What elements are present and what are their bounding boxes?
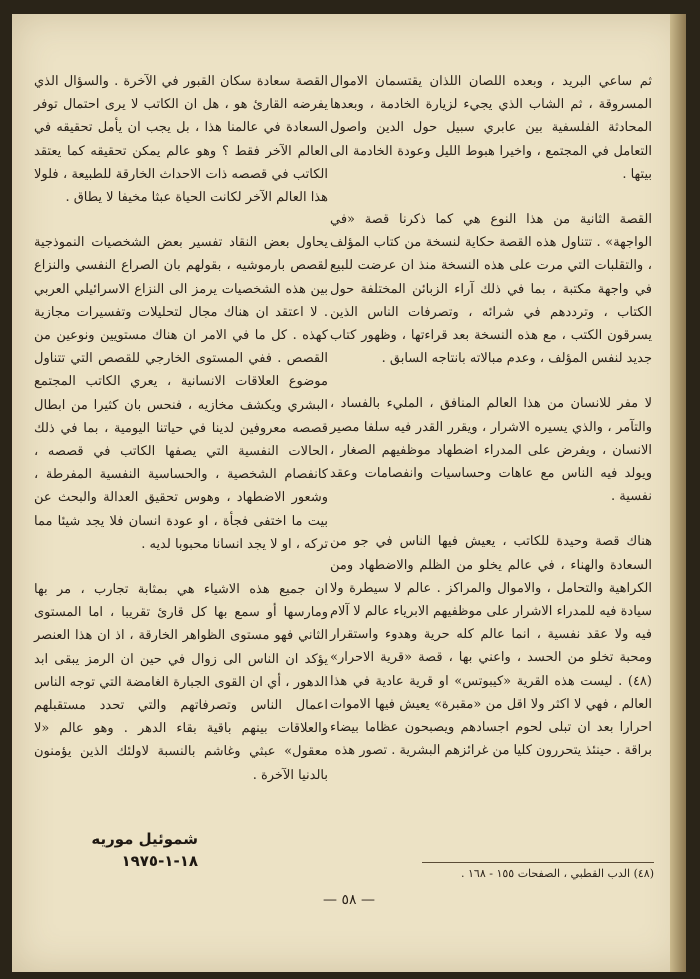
paragraph: القصة سعادة سكان القبور في الآخرة . والسؤال الذي يفرضه القارئ هو ، هل ان الكاتب لا يرى احتمال توفر السعادة في عالمنا هذا ، بل يجب ان يأمل تحقيقه في العالم الآخر فقط ؟ وهو عالم يمكن تحقيقه كما يعتقد الكاتب في قصصه ذات الاحداث الخارقة للطبيعة ، فلولا هذا العالم الآخر لكانت الحياة عبثا مخيفا لا يطاق . xyxy=(34,74,328,206)
footnote-divider xyxy=(422,862,654,863)
paragraph: يحاول بعض النقاد تفسير بعض الشخصيات النموذجية لقصص بارموشيه ، بقولهم بان الصراع النفسي والنزاع بين هذه الشخصيات يرمز الى النزاع الاسرائيلي العربي . لا اعتقد ان هناك مجال لتحليلات وتفسيرات مجازية كهذه . كل ما في الامر ان هناك مستويين ونوعين من القصص . ففي المستوى الخارجي للقصص التي تتناول موضوع العلاقات الانسانية ، يعري الكاتب المجتمع البشري ويكشف مخازيه ، فنحس بان كثيرا من ابطال قصصه معروفين لدينا في حياتنا اليومية ، بما في ذلك الحالات النفسية التي يصفها الكاتب في قصصه ، كانفصام الشخصية ، والحساسية النفسية المفرطة ، وشعور الاضطهاد ، وهوس تحقيق العدالة والبحث عن بيت ما اختفى فجأة ، او عودة انسان فلا يجد شيئا مما تركه ، او لا يجد انسانا محبوبا لديه . xyxy=(34,235,328,552)
paragraph: ان جميع هذه الاشياء هي بمثابة تجارب ، مر بها ومارسها أو سمع بها كل قارئ تقريبا ، اما المستوى الثاني فهو مستوى الظواهر الخارقة ، اذ ان هذا العنصر يؤكد ان الناس الى زوال في حين ان الرمز يبقى ابد الدهور ، أي ان القوى الجبارة الغامضة التي توجه الناس اعمال الناس وتصرفاتهم والتي تحدد مستقبلهم والعلاقات بينهم باقية بقاء الدهر . وهو عالم «لا معقول» عبثي وغاشم بالنسبة لاولئك الذين يؤمنون بالدنيا الآخرة . xyxy=(34,582,328,783)
book-page xyxy=(12,14,686,972)
author-name: شموئيل موريه xyxy=(91,830,198,848)
page-edge xyxy=(670,14,686,972)
paragraph: لا مفر للانسان من هذا العالم المنافق ، المليء بالفساد ، والتآمر ، والذي يسيره الاشرار ، ويقرر القدر فيه سلفا مصير الانسان ، ويفرض على المدراء اضطهاد موظفيهم الصغار ، ويولد فيه الناس مع عاهات وحساسيات وانفصامات وعقد نفسية . xyxy=(330,396,652,505)
page-number: — ٥٨ — xyxy=(323,892,375,908)
right-column xyxy=(330,70,652,784)
signature-date: ١٨-١-١٩٧٥ xyxy=(121,852,198,870)
footnote: (٤٨) الدب القطبي ، الصفحات ١٥٥ - ١٦٨ . xyxy=(461,867,654,880)
author-signature xyxy=(38,828,198,872)
paragraph: القصة الثانية من هذا النوع هي كما ذكرنا قصة «في الواجهة» . تتناول هذه القصة حكاية لنسخة من كتاب المؤلف ، والتقلبات التي مرت على هذه النسخة منذ ان عرضت للبيع في واجهة مكتبة ، بما في ذلك آراء الزبائن المختلفة حول الكتاب ، وترددهم في شرائه ، وتصرفات الناس الذين يسرقون الكتب ، مع هذه النسخة بعد قراءتها ، وظهور كتاب جديد لنفس المؤلف ، وعدم مبالاته بانتاجه السابق . xyxy=(330,212,652,367)
left-column xyxy=(34,70,328,809)
paragraph: ثم ساعي البريد ، وبعده اللصان اللذان يقتسمان الاموال المسروقة ، ثم الشاب الذي يجيء لزيارة الخادمة ، وبعدها المحادثة الفلسفية بين عابري سبيل حول الدين واصول التعامل في المجتمع ، واخيرا هبوط الليل وعودة الخادمة الى بيتها . xyxy=(330,74,652,182)
paragraph: هناك قصة وحيدة للكاتب ، يعيش فيها الناس في جو من السعادة والهناء ، في عالم يخلو من الظلم والاضطهاد ومن الكراهية والتحامل ، والاموال والمراكز . عالم لا سيطرة ولا سيادة فيه للمدراء الاشرار على موظفيهم الابرياء عالم لا آلام فيه ولا عقد نفسية ، انما عالم كله حرية وهدوء واستقرار ومحبة تخلو من الحسد ، واعني بها ، قصة «قرية الاحرار» (٤٨) . ليست هذه القرية «كيبوتس» او قرية عادية في هذا العالم ، فهي لا اكثر ولا اقل من «مقبرة» يعيش فيها الاموات احرارا بعد ان تبلى لحوم اجسادهم ويصبحون عظاما بيضاء براقة . حينئذ يتحررون كليا من غرائزهم البشرية . تصور هذه xyxy=(330,534,652,759)
